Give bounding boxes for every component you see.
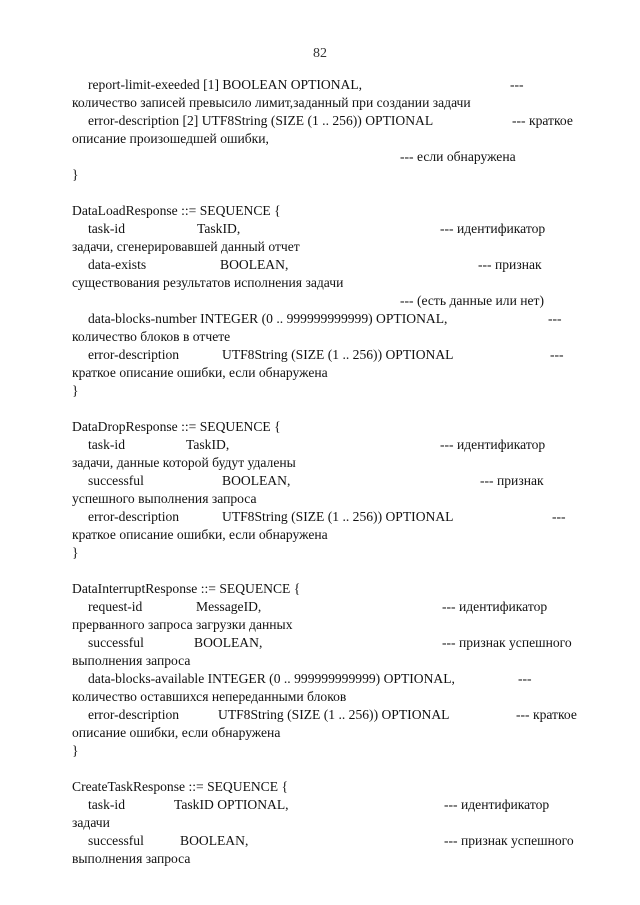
comment-marker: ---	[550, 347, 564, 362]
sequence-header	[0, 778, 640, 796]
code-line	[0, 508, 640, 526]
field-name: data-exists	[88, 257, 147, 272]
field-type: UTF8String (SIZE (1 .. 256)) OPTIONAL	[218, 707, 450, 722]
document-body	[0, 76, 640, 868]
comment-text: описание ошибки, если обнаружена	[72, 725, 281, 740]
comment-line	[0, 850, 640, 868]
comment-line	[0, 724, 640, 742]
code-line	[0, 76, 640, 94]
comment-text: прерванного запроса загрузки данных	[72, 617, 293, 632]
comment-text: --- идентификатор	[440, 221, 546, 236]
comment-text: краткое описание ошибки, если обнаружена	[72, 527, 328, 542]
code-line	[0, 256, 640, 274]
field-name: request-id	[88, 599, 143, 614]
comment-line	[0, 526, 640, 544]
code-line	[0, 310, 640, 328]
code-line	[0, 670, 640, 688]
comment-line	[0, 652, 640, 670]
field-type: BOOLEAN,	[194, 635, 263, 650]
field-type: TaskID,	[186, 437, 230, 452]
field-type: UTF8String (SIZE (1 .. 256)) OPTIONAL	[222, 347, 454, 362]
field-name: task-id	[88, 221, 125, 236]
type-definition: DataDropResponse ::= SEQUENCE {	[72, 419, 281, 434]
sequence-header	[0, 580, 640, 598]
comment-text: --- краткое	[512, 113, 573, 128]
field-type: BOOLEAN,	[180, 833, 249, 848]
field-name: error-description	[88, 707, 180, 722]
code-line	[0, 598, 640, 616]
closing-brace	[0, 166, 640, 184]
comment-text: --- признак	[478, 257, 542, 272]
field-type: MessageID,	[196, 599, 262, 614]
comment-line	[0, 292, 640, 310]
sequence-header	[0, 202, 640, 220]
field-type: BOOLEAN,	[222, 473, 291, 488]
page-number: 82	[313, 46, 327, 61]
comment-text: --- признак успешного	[442, 635, 572, 650]
sequence-header	[0, 418, 640, 436]
code-line	[0, 220, 640, 238]
field-declaration: error-description [2] UTF8String (SIZE (1 .. 256)) OPTIONAL	[88, 113, 434, 128]
comment-text: --- идентификатор	[440, 437, 546, 452]
field-type: TaskID OPTIONAL,	[174, 797, 289, 812]
comment-line	[0, 148, 640, 166]
field-type: UTF8String (SIZE (1 .. 256)) OPTIONAL	[222, 509, 454, 524]
field-declaration: data-blocks-available INTEGER (0 .. 999999999999) OPTIONAL,	[88, 671, 455, 686]
brace: }	[72, 545, 79, 560]
code-line	[0, 112, 640, 130]
comment-line	[0, 238, 640, 256]
comment-text: количество оставшихся непереданными блоков	[72, 689, 347, 704]
comment-line	[0, 274, 640, 292]
comment-line	[0, 454, 640, 472]
comment-text: задачи	[72, 815, 110, 830]
field-name: error-description	[88, 347, 180, 362]
code-line	[0, 472, 640, 490]
comment-marker: ---	[548, 311, 562, 326]
code-line	[0, 346, 640, 364]
field-declaration: data-blocks-number INTEGER (0 .. 999999999999) OPTIONAL,	[88, 311, 448, 326]
field-name: successful	[88, 635, 144, 650]
comment-text: существования результатов исполнения задачи	[72, 275, 344, 290]
code-line	[0, 436, 640, 454]
comment-marker: ---	[552, 509, 566, 524]
field-name: task-id	[88, 797, 125, 812]
brace: }	[72, 167, 79, 182]
brace: }	[72, 383, 79, 398]
comment-line	[0, 94, 640, 112]
closing-brace	[0, 382, 640, 400]
comment-text: --- признак успешного	[444, 833, 574, 848]
field-name: successful	[88, 833, 144, 848]
comment-text: выполнения запроса	[72, 851, 191, 866]
comment-text: выполнения запроса	[72, 653, 191, 668]
comment-line	[0, 688, 640, 706]
field-type: BOOLEAN,	[220, 257, 289, 272]
comment-line	[0, 490, 640, 508]
closing-brace	[0, 742, 640, 760]
code-line	[0, 706, 640, 724]
comment-line	[0, 328, 640, 346]
comment-line	[0, 814, 640, 832]
type-definition: DataInterruptResponse ::= SEQUENCE {	[72, 581, 301, 596]
comment-text: задачи, данные которой будут удалены	[72, 455, 296, 470]
field-name: task-id	[88, 437, 125, 452]
comment-text: --- признак	[480, 473, 544, 488]
comment-text: --- если обнаружена	[400, 149, 516, 164]
type-definition: DataLoadResponse ::= SEQUENCE {	[72, 203, 281, 218]
field-declaration: report-limit-exeeded [1] BOOLEAN OPTIONAL,	[88, 77, 363, 92]
comment-marker: ---	[510, 77, 524, 92]
comment-text: --- идентификатор	[444, 797, 550, 812]
comment-text: --- краткое	[516, 707, 577, 722]
code-line	[0, 634, 640, 652]
comment-text: краткое описание ошибки, если обнаружена	[72, 365, 328, 380]
comment-line	[0, 364, 640, 382]
field-type: TaskID,	[197, 221, 241, 236]
type-definition: CreateTaskResponse ::= SEQUENCE {	[72, 779, 288, 794]
comment-text: --- (есть данные или нет)	[400, 293, 545, 308]
field-name: successful	[88, 473, 144, 488]
comment-line	[0, 616, 640, 634]
field-name: error-description	[88, 509, 180, 524]
code-line	[0, 796, 640, 814]
comment-line	[0, 130, 640, 148]
comment-text: --- идентификатор	[442, 599, 548, 614]
comment-text: количество записей превысило лимит,заданный при создании задачи	[72, 95, 471, 110]
brace: }	[72, 743, 79, 758]
comment-text: количество блоков в отчете	[72, 329, 231, 344]
closing-brace	[0, 544, 640, 562]
comment-text: описание произошедшей ошибки,	[72, 131, 269, 146]
comment-marker: ---	[518, 671, 532, 686]
comment-text: задачи, сгенерировавшей данный отчет	[72, 239, 300, 254]
comment-text: успешного выполнения запроса	[72, 491, 257, 506]
code-line	[0, 832, 640, 850]
